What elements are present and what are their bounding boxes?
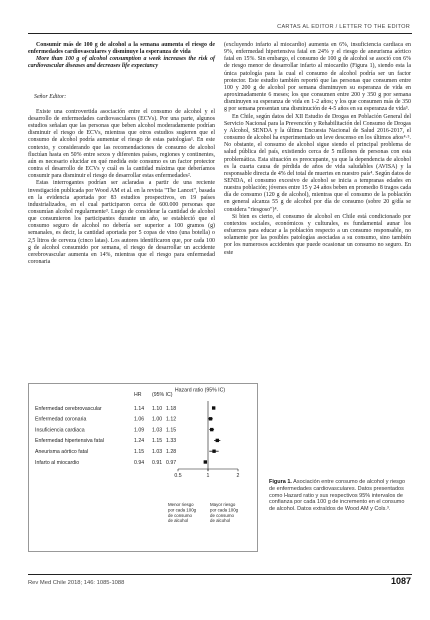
ci-lower-value: 0.91 xyxy=(152,459,163,466)
right-column xyxy=(224,42,411,257)
journal-citation: Rev Med Chile 2018; 146: 1085-1088 xyxy=(28,580,125,586)
lower-risk-line: Menor riesgo xyxy=(168,502,194,507)
body-paragraph: Existe una controvertida asociación entre el consumo de alcohol y el desarrollo de enfermedades cardiovasculares (ECVs). Por una parte, algunos estudios señalan que las personas que beben alcohol moderadamente podrían disminuir el riesgo de ECVs, mientras que otros estudios sugieren que el consumo de alcohol podría aumentar el riesgo de estas patologías¹. En este contexto, y considerando que las recomendaciones de consumo de alcohol fluctúan hasta en 50% entre sexos y diferentes países, regiones y continentes, aún es necesario elucidar en qué medida este consumo es un factor protector contra el desarrollo de ECVs y cuál es la cantidad máxima que deberíamos consumir para disminuir el riesgo de desarrollar estas enfermedades². xyxy=(28,108,215,180)
hr-value: 1.06 xyxy=(134,416,145,423)
higher-risk-line: de alcohol xyxy=(210,518,231,524)
body-paragraph: (excluyendo infarto al miocardio) aumenta en 6%, insuficiencia cardiaca en 9%, enfermedad hipertensiva fatal en 24% y el riesgo de aneurisma aórtico fatal en 15%. Sin embargo, el consumo de 100 g de alcohol se asoció con 6% de riesgo menor de desarrollar infarto al miocardio (Figura 1), siendo esta la única patología para la cual el consumo de alcohol podría ser un factor protector. Este estudio también reportó que las personas que consumen entre 100 y 200 g de alcohol por semana disminuyen su esperanza de vida en aproximadamente 6 meses; los que consumen entre 200 y 350 g por semana disminuyen su esperanza de vida en 1-2 años; y los que consumen más de 350 g por semana presentan una disminución de 4-5 años en su esperanza de vida³. xyxy=(224,42,411,113)
outcome-label: Enfermedad cerebrovascular xyxy=(35,405,102,412)
article-title-en: More than 100 g of alcohol consumption a week increases the risk of cardiovascular diseases and decreases life expectancy xyxy=(28,56,215,70)
running-header: CARTAS AL EDITOR / LETTER TO THE EDITOR xyxy=(277,24,410,30)
outcome-label: Infarto al miocardio xyxy=(35,459,80,466)
left-column xyxy=(28,42,215,266)
higher-risk-line: de consumo xyxy=(210,512,234,518)
hazard-ratio-marker xyxy=(216,439,219,442)
lower-risk-line: de alcohol xyxy=(168,518,189,524)
hr-value: 1.09 xyxy=(134,427,145,434)
outcome-label: Enfermedad coronaria xyxy=(35,416,87,423)
salutation: Señor Editor: xyxy=(34,93,67,100)
higher-risk-line: Mayor riesgo xyxy=(210,502,236,507)
article-title-es: Consumir más de 100 g de alcohol a la semana aumenta el riesgo de enfermedades cardiovasculares y disminuye la esperanza de vida xyxy=(28,42,215,56)
outcome-label: Insuficiencia cardiaca xyxy=(35,427,85,434)
hr-value: 0.94 xyxy=(134,459,145,466)
ci-lower-value: 1.03 xyxy=(152,427,163,434)
ci-upper-value: 0.97 xyxy=(166,459,177,466)
ci-column-header: (95% IC) xyxy=(152,392,173,398)
hazard-ratio-marker xyxy=(212,450,215,453)
page-number: 1087 xyxy=(390,576,411,586)
forest-plot xyxy=(28,383,258,552)
hazard-ratio-marker xyxy=(204,460,207,463)
ci-upper-value: 1.33 xyxy=(166,438,177,445)
axis-title: Hazard ratio (95% IC) xyxy=(174,387,226,394)
figure-caption xyxy=(269,479,408,513)
x-axis-tick-label: 2 xyxy=(236,473,240,479)
x-axis-tick-label: 0.5 xyxy=(174,473,182,479)
hr-value: 1.24 xyxy=(134,438,145,445)
body-paragraph: En Chile, según datos del XII Estudio de Drogas en Población General del Servicio Nacional para la Prevención y Rehabilitación del Consumo de Drogas y Alcohol, SENDA y la última Encuesta Nacional de Salud 2016-2017, el consumo de alcohol ha experimentado un leve descenso en los últimos años⁴·⁵. No obstante, el consumo de alcohol sigue siendo el principal problema de salud pública del país, existiendo cerca de 5 millones de personas con esta problemática. Esta situación es preocupante, ya que la dependencia de alcohol es la cuarta causa de pérdida de años de vida saludables (AVISA) y la responsable directa de 4% del total de muertes en nuestro país⁴. Según datos de SENDA, el consumo excesivo de alcohol se inicia a tempranas edades en nuestra población; jóvenes entre 15 y 24 años beben en promedio 8 tragos cada día de consumo (120 g de alcohol), mientras que el consumo de la población en general alcanza 55 g de alcohol por día de consumo (sobre 20 g/día se considera "riesgoso")⁴. xyxy=(224,113,411,213)
header-rule xyxy=(28,33,412,34)
ci-lower-value: 1.15 xyxy=(152,438,163,445)
body-paragraph: Si bien es cierto, el consumo de alcohol en Chile está condicionado por contextos sociales, económicos y culturales, es fundamental aunar los esfuerzos para educar a la población respecto a un consumo responsable, no solamente por las posibles patologías asociadas a su consumo, sino también por los numerosos accidentes que puede ocasionar un consumo no seguro. En este xyxy=(224,213,411,256)
ci-upper-value: 1.12 xyxy=(166,416,177,423)
lower-risk-line: de consumo xyxy=(168,512,192,518)
hr-value: 1.14 xyxy=(134,405,145,412)
forest-plot-figure xyxy=(28,383,258,552)
ci-lower-value: 1.00 xyxy=(152,416,163,423)
lower-risk-line: por cada 100g xyxy=(168,507,197,513)
hr-value: 1.15 xyxy=(134,449,145,455)
caption-text: Asociación entre consumo de alcohol y riesgo de enfermedades cardiovasculares. Datos presentados como Hazard ratio y sus respectivos 95% intervalos de confianza por cada 100 g de incremento en el consumo de alcohol. Datos extraídos de Wood AM y Cols.³. xyxy=(269,479,406,513)
ci-lower-value: 1.03 xyxy=(152,449,163,455)
footer-rule xyxy=(28,574,412,575)
ci-lower-value: 1.10 xyxy=(152,405,163,412)
higher-risk-line: por cada 100g xyxy=(210,507,239,513)
outcome-label: Enfermedad hipertensiva fatal xyxy=(35,438,104,445)
x-axis-tick-label: 1 xyxy=(206,473,210,479)
outcome-label: Aneurisma aórtico fatal xyxy=(35,449,89,455)
ci-upper-value: 1.15 xyxy=(166,427,177,434)
ci-upper-value: 1.28 xyxy=(166,449,177,455)
ci-upper-value: 1.18 xyxy=(166,405,177,412)
caption-label: Figura 1. xyxy=(269,479,292,485)
hazard-ratio-marker xyxy=(209,417,212,420)
hazard-ratio-marker xyxy=(210,428,213,431)
hazard-ratio-marker xyxy=(212,406,215,409)
hr-column-header: HR xyxy=(134,392,142,398)
body-paragraph: Estas interrogantes podrían ser aclaradas a partir de una reciente investigación publicada por Wood AM et al. en la revista "The Lancet", basada en la evidencia aportada por 83 estudios prospectivos, en 19 países industrializados, en el cual participaron cerca de 600.000 personas que consumían alcohol regularmente³. Luego de considerar la cantidad de alcohol que consumieron los participantes durante un año, se estableció que el consumo seguro de alcohol no debería ser superior a 100 gramos (g) semanales, es decir, la cantidad aportada por 5 copas de vino (una botella) o 2,5 litros de cerveza (cinco latas). Los autores identificaron que, por cada 100 g de alcohol consumido por semana, el riesgo de desarrollar un accidente cerebrovascular aumenta en 14%, mientras que el riesgo para enfermedad coronaria xyxy=(28,180,215,266)
